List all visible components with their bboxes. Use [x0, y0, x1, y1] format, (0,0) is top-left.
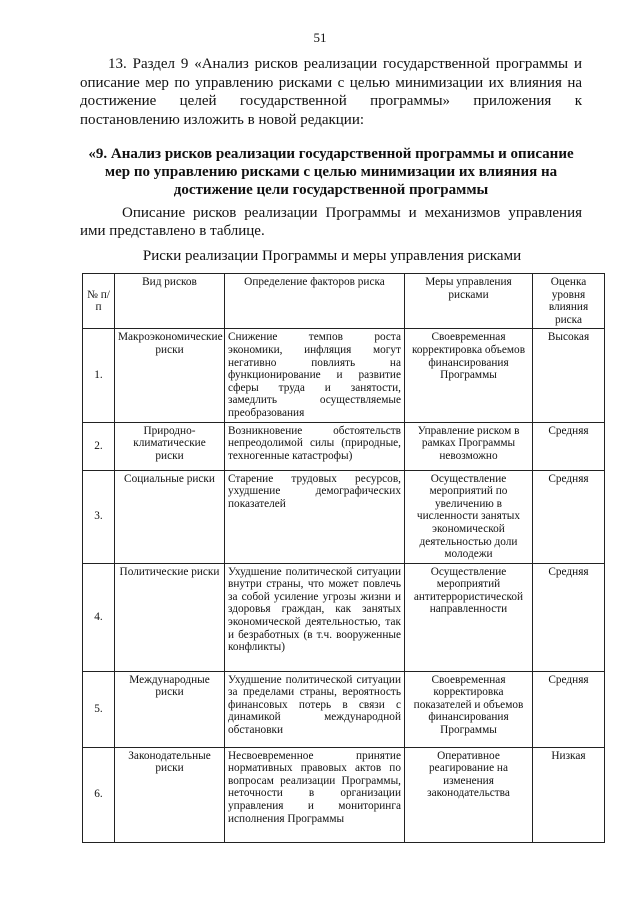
row-level: Средняя — [533, 422, 605, 470]
row-level: Низкая — [533, 747, 605, 842]
row-num: 5. — [83, 671, 115, 747]
row-type: Законодательные риски — [115, 747, 225, 842]
row-measures: Осуществление мероприятий по увеличению в численности занятых экономической деятельностью доли молодежи — [405, 470, 533, 563]
row-level: Средняя — [533, 470, 605, 563]
page-number: 51 — [313, 30, 327, 45]
row-num: 6. — [83, 747, 115, 842]
row-measures: Осуществление мероприятий антитеррористической направленности — [405, 563, 533, 671]
table-header-row — [83, 274, 605, 329]
header-num: № п/п — [83, 274, 115, 329]
table-row — [83, 563, 605, 671]
row-level: Средняя — [533, 671, 605, 747]
table-caption: Риски реализации Программы и меры управления рисками — [142, 248, 522, 264]
row-type: Политические риски — [115, 563, 225, 671]
row-measures: Своевременная корректировка показателей и объемов финансирования Программы — [405, 671, 533, 747]
row-measures: Управление риском в рамках Программы невозможно — [405, 422, 533, 470]
table-row — [83, 747, 605, 842]
table-row — [83, 470, 605, 563]
row-num: 4. — [83, 563, 115, 671]
row-type: Социальные риски — [115, 470, 225, 563]
table-row — [83, 671, 605, 747]
row-num: 2. — [83, 422, 115, 470]
description-paragraph: Описание рисков реализации Программы и механизмов управления ими представлено в таблице. — [80, 205, 582, 239]
risks-table — [82, 273, 605, 843]
row-type: Природно-климатические риски — [115, 422, 225, 470]
row-factors: Ухудшение политической ситуации за пределами страны, вероятность финансовых потерь в связи с динамикой международной обстановки — [225, 671, 405, 747]
section-heading: «9. Анализ рисков реализации государственной программы и описание мер по управлению рисками с целью минимизации их влияния на достижение цели государственной программы — [88, 146, 574, 198]
row-type: Международные риски — [115, 671, 225, 747]
header-level: Оценка уровня влияния риска — [533, 274, 605, 329]
row-factors: Ухудшение политической ситуации внутри страны, что может повлечь за собой усиление угрозы жизни и здоровья граждан, как занятых экономической деятельностью, так и безработных (в т.ч. вооруженные конфликты) — [225, 563, 405, 671]
table-row — [83, 329, 605, 422]
row-factors: Снижение темпов роста экономики, инфляция могут негативно повлиять на функционирование и развитие сферы труда и занятости, замедлить осуществляемые преобразования — [225, 329, 405, 422]
table-row — [83, 422, 605, 470]
row-num: 1. — [83, 329, 115, 422]
row-level: Высокая — [533, 329, 605, 422]
intro-paragraph: 13. Раздел 9 «Анализ рисков реализации государственной программы и описание мер по управлению рисками с целью минимизации их влияния на достижение целей государственной программы» приложения к постановлению изложить в новой редакции: — [80, 56, 582, 128]
row-measures: Оперативное реагирование на изменения законодательства — [405, 747, 533, 842]
row-factors: Возникновение обстоятельств непреодолимой силы (природные, техногенные катастрофы) — [225, 422, 405, 470]
row-factors: Несвоевременное принятие нормативных правовых актов по вопросам реализации Программы, неточности в организации управления и мониторинга исполнения Программы — [225, 747, 405, 842]
header-factors: Определение факторов риска — [225, 274, 405, 329]
row-measures: Своевременная корректировка объемов финансирования Программы — [405, 329, 533, 422]
header-measures: Меры управления рисками — [405, 274, 533, 329]
row-factors: Старение трудовых ресурсов, ухудшение демографических показателей — [225, 470, 405, 563]
row-level: Средняя — [533, 563, 605, 671]
header-type: Вид рисков — [115, 274, 225, 329]
row-num: 3. — [83, 470, 115, 563]
row-type: Макроэкономические риски — [115, 329, 225, 422]
